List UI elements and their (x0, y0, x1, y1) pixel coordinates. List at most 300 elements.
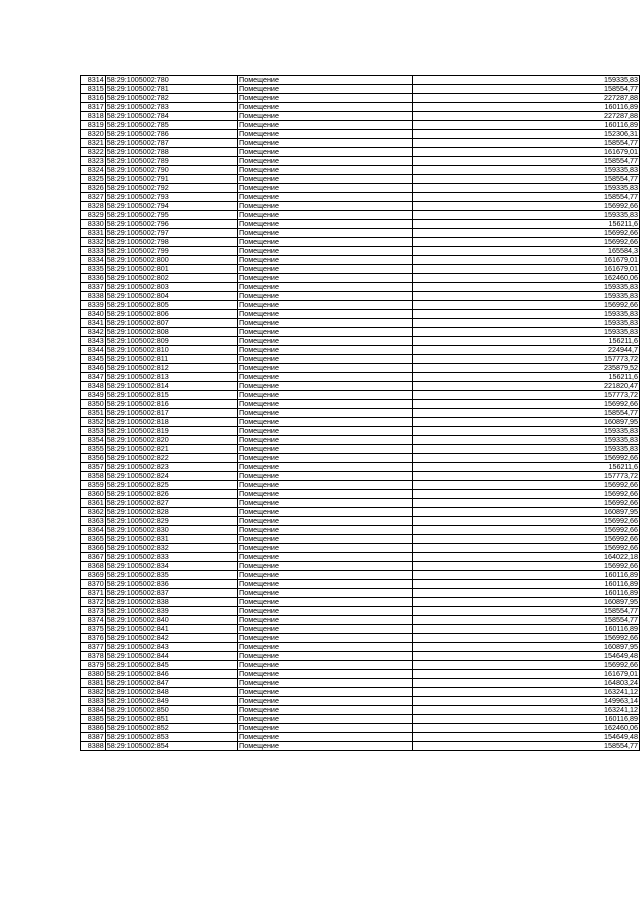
table-row (81, 364, 640, 373)
row-number-cell: 8345 (81, 355, 106, 364)
table-body (81, 76, 640, 751)
table-row (81, 337, 640, 346)
row-number-cell: 8370 (81, 580, 106, 589)
object-type-cell: Помещение (238, 526, 413, 535)
table-row (81, 499, 640, 508)
row-number-cell: 8359 (81, 481, 106, 490)
cadastral-value-cell: 159335,83 (412, 328, 639, 337)
object-type-cell: Помещение (238, 562, 413, 571)
object-type-cell: Помещение (238, 544, 413, 553)
row-number-cell: 8380 (81, 670, 106, 679)
cadastral-number-cell: 58:29:1005002:836 (105, 580, 237, 589)
table-row (81, 580, 640, 589)
cadastral-number-cell: 58:29:1005002:804 (105, 292, 237, 301)
cadastral-value-cell: 156992,66 (412, 454, 639, 463)
cadastral-number-cell: 58:29:1005002:831 (105, 535, 237, 544)
object-type-cell: Помещение (238, 634, 413, 643)
cadastral-value-cell: 159335,83 (412, 436, 639, 445)
table-row (81, 292, 640, 301)
cadastral-value-cell: 221820,47 (412, 382, 639, 391)
object-type-cell: Помещение (238, 652, 413, 661)
cadastral-value-cell: 158554,77 (412, 175, 639, 184)
table-row (81, 283, 640, 292)
row-number-cell: 8374 (81, 616, 106, 625)
cadastral-value-cell: 160116,89 (412, 589, 639, 598)
cadastral-value-cell: 156992,66 (412, 238, 639, 247)
row-number-cell: 8334 (81, 256, 106, 265)
row-number-cell: 8337 (81, 283, 106, 292)
row-number-cell: 8371 (81, 589, 106, 598)
object-type-cell: Помещение (238, 697, 413, 706)
table-row (81, 526, 640, 535)
object-type-cell: Помещение (238, 571, 413, 580)
cadastral-value-cell: 160116,89 (412, 121, 639, 130)
cadastral-number-cell: 58:29:1005002:805 (105, 301, 237, 310)
object-type-cell: Помещение (238, 103, 413, 112)
table-row (81, 103, 640, 112)
row-number-cell: 8368 (81, 562, 106, 571)
row-number-cell: 8376 (81, 634, 106, 643)
row-number-cell: 8377 (81, 643, 106, 652)
cadastral-value-cell: 158554,77 (412, 616, 639, 625)
table-row (81, 346, 640, 355)
table-row (81, 517, 640, 526)
cadastral-value-cell: 156992,66 (412, 229, 639, 238)
row-number-cell: 8343 (81, 337, 106, 346)
cadastral-value-cell: 158554,77 (412, 157, 639, 166)
table-row (81, 445, 640, 454)
object-type-cell: Помещение (238, 400, 413, 409)
object-type-cell: Помещение (238, 391, 413, 400)
object-type-cell: Помещение (238, 490, 413, 499)
object-type-cell: Помещение (238, 157, 413, 166)
object-type-cell: Помещение (238, 148, 413, 157)
cadastral-value-cell: 164022,18 (412, 553, 639, 562)
object-type-cell: Помещение (238, 283, 413, 292)
row-number-cell: 8340 (81, 310, 106, 319)
row-number-cell: 8365 (81, 535, 106, 544)
table-row (81, 382, 640, 391)
row-number-cell: 8387 (81, 733, 106, 742)
table-row (81, 607, 640, 616)
object-type-cell: Помещение (238, 535, 413, 544)
table-row (81, 301, 640, 310)
cadastral-value-cell: 162460,06 (412, 724, 639, 733)
cadastral-value-cell: 156992,66 (412, 562, 639, 571)
row-number-cell: 8316 (81, 94, 106, 103)
object-type-cell: Помещение (238, 319, 413, 328)
cadastral-number-cell: 58:29:1005002:782 (105, 94, 237, 103)
object-type-cell: Помещение (238, 481, 413, 490)
object-type-cell: Помещение (238, 733, 413, 742)
table-row (81, 553, 640, 562)
cadastral-value-cell: 157773,72 (412, 472, 639, 481)
table-row (81, 355, 640, 364)
row-number-cell: 8335 (81, 265, 106, 274)
cadastral-number-cell: 58:29:1005002:802 (105, 274, 237, 283)
row-number-cell: 8338 (81, 292, 106, 301)
row-number-cell: 8356 (81, 454, 106, 463)
row-number-cell: 8369 (81, 571, 106, 580)
object-type-cell: Помещение (238, 427, 413, 436)
object-type-cell: Помещение (238, 499, 413, 508)
row-number-cell: 8333 (81, 247, 106, 256)
object-type-cell: Помещение (238, 706, 413, 715)
object-type-cell: Помещение (238, 220, 413, 229)
cadastral-value-cell: 159335,83 (412, 427, 639, 436)
table-row (81, 418, 640, 427)
cadastral-number-cell: 58:29:1005002:845 (105, 661, 237, 670)
object-type-cell: Помещение (238, 445, 413, 454)
object-type-cell: Помещение (238, 256, 413, 265)
cadastral-number-cell: 58:29:1005002:800 (105, 256, 237, 265)
row-number-cell: 8351 (81, 409, 106, 418)
row-number-cell: 8323 (81, 157, 106, 166)
row-number-cell: 8328 (81, 202, 106, 211)
cadastral-number-cell: 58:29:1005002:829 (105, 517, 237, 526)
cadastral-value-cell: 161679,01 (412, 670, 639, 679)
cadastral-value-cell: 156992,66 (412, 490, 639, 499)
cadastral-value-cell: 159335,83 (412, 211, 639, 220)
cadastral-number-cell: 58:29:1005002:803 (105, 283, 237, 292)
cadastral-value-cell: 160116,89 (412, 571, 639, 580)
cadastral-value-cell: 160116,89 (412, 625, 639, 634)
table-row (81, 643, 640, 652)
table-row (81, 652, 640, 661)
object-type-cell: Помещение (238, 193, 413, 202)
table-row (81, 229, 640, 238)
table-row (81, 94, 640, 103)
cadastral-value-cell: 159335,83 (412, 283, 639, 292)
cadastral-value-cell: 156992,66 (412, 400, 639, 409)
row-number-cell: 8344 (81, 346, 106, 355)
cadastral-number-cell: 58:29:1005002:821 (105, 445, 237, 454)
cadastral-number-cell: 58:29:1005002:824 (105, 472, 237, 481)
table-row (81, 310, 640, 319)
cadastral-number-cell: 58:29:1005002:801 (105, 265, 237, 274)
object-type-cell: Помещение (238, 580, 413, 589)
row-number-cell: 8349 (81, 391, 106, 400)
cadastral-number-cell: 58:29:1005002:792 (105, 184, 237, 193)
object-type-cell: Помещение (238, 508, 413, 517)
table-row (81, 184, 640, 193)
cadastral-value-cell: 156211,6 (412, 337, 639, 346)
cadastral-value-cell: 156992,66 (412, 544, 639, 553)
cadastral-number-cell: 58:29:1005002:834 (105, 562, 237, 571)
cadastral-value-cell: 158554,77 (412, 742, 639, 751)
object-type-cell: Помещение (238, 184, 413, 193)
object-type-cell: Помещение (238, 202, 413, 211)
row-number-cell: 8361 (81, 499, 106, 508)
table-row (81, 481, 640, 490)
table-row (81, 472, 640, 481)
cadastral-value-cell: 157773,72 (412, 355, 639, 364)
cadastral-number-cell: 58:29:1005002:838 (105, 598, 237, 607)
cadastral-value-cell: 156992,66 (412, 499, 639, 508)
object-type-cell: Помещение (238, 121, 413, 130)
cadastral-value-cell: 158554,77 (412, 139, 639, 148)
cadastral-number-cell: 58:29:1005002:798 (105, 238, 237, 247)
cadastral-value-cell: 156992,66 (412, 535, 639, 544)
row-number-cell: 8355 (81, 445, 106, 454)
table-row (81, 706, 640, 715)
object-type-cell: Помещение (238, 337, 413, 346)
cadastral-number-cell: 58:29:1005002:827 (105, 499, 237, 508)
row-number-cell: 8321 (81, 139, 106, 148)
object-type-cell: Помещение (238, 238, 413, 247)
object-type-cell: Помещение (238, 247, 413, 256)
cadastral-value-cell: 159335,83 (412, 292, 639, 301)
table-row (81, 256, 640, 265)
table-row (81, 130, 640, 139)
row-number-cell: 8342 (81, 328, 106, 337)
cadastral-number-cell: 58:29:1005002:816 (105, 400, 237, 409)
table-row (81, 598, 640, 607)
object-type-cell: Помещение (238, 355, 413, 364)
row-number-cell: 8324 (81, 166, 106, 175)
object-type-cell: Помещение (238, 166, 413, 175)
table-row (81, 535, 640, 544)
cadastral-number-cell: 58:29:1005002:806 (105, 310, 237, 319)
row-number-cell: 8326 (81, 184, 106, 193)
object-type-cell: Помещение (238, 265, 413, 274)
cadastral-number-cell: 58:29:1005002:797 (105, 229, 237, 238)
object-type-cell: Помещение (238, 724, 413, 733)
cadastral-value-cell: 227287,88 (412, 112, 639, 121)
table-row (81, 589, 640, 598)
cadastral-value-cell: 161679,01 (412, 148, 639, 157)
table-row (81, 391, 640, 400)
table-row (81, 454, 640, 463)
table-row (81, 625, 640, 634)
table-row (81, 328, 640, 337)
cadastral-value-cell: 154649,48 (412, 652, 639, 661)
cadastral-number-cell: 58:29:1005002:851 (105, 715, 237, 724)
row-number-cell: 8358 (81, 472, 106, 481)
object-type-cell: Помещение (238, 85, 413, 94)
table-row (81, 661, 640, 670)
row-number-cell: 8353 (81, 427, 106, 436)
table-row (81, 490, 640, 499)
table-row (81, 193, 640, 202)
object-type-cell: Помещение (238, 517, 413, 526)
cadastral-value-cell: 156992,66 (412, 301, 639, 310)
table-row (81, 112, 640, 121)
table-row (81, 238, 640, 247)
table-row (81, 274, 640, 283)
cadastral-value-cell: 156992,66 (412, 526, 639, 535)
object-type-cell: Помещение (238, 130, 413, 139)
object-type-cell: Помещение (238, 310, 413, 319)
row-number-cell: 8329 (81, 211, 106, 220)
table-row (81, 544, 640, 553)
cadastral-number-cell: 58:29:1005002:843 (105, 643, 237, 652)
table-row (81, 157, 640, 166)
object-type-cell: Помещение (238, 112, 413, 121)
object-type-cell: Помещение (238, 373, 413, 382)
row-number-cell: 8327 (81, 193, 106, 202)
object-type-cell: Помещение (238, 454, 413, 463)
table-row (81, 211, 640, 220)
cadastral-number-cell: 58:29:1005002:819 (105, 427, 237, 436)
cadastral-number-cell: 58:29:1005002:788 (105, 148, 237, 157)
table-row (81, 409, 640, 418)
cadastral-number-cell: 58:29:1005002:796 (105, 220, 237, 229)
object-type-cell: Помещение (238, 472, 413, 481)
cadastral-value-cell: 156992,66 (412, 634, 639, 643)
object-type-cell: Помещение (238, 211, 413, 220)
table-row (81, 247, 640, 256)
object-type-cell: Помещение (238, 301, 413, 310)
cadastral-number-cell: 58:29:1005002:814 (105, 382, 237, 391)
table-row (81, 400, 640, 409)
cadastral-number-cell: 58:29:1005002:832 (105, 544, 237, 553)
object-type-cell: Помещение (238, 346, 413, 355)
table-row (81, 679, 640, 688)
cadastral-number-cell: 58:29:1005002:850 (105, 706, 237, 715)
cadastral-number-cell: 58:29:1005002:848 (105, 688, 237, 697)
cadastral-value-cell: 156992,66 (412, 661, 639, 670)
table-row (81, 715, 640, 724)
cadastral-value-cell: 156211,6 (412, 220, 639, 229)
object-type-cell: Помещение (238, 436, 413, 445)
cadastral-number-cell: 58:29:1005002:825 (105, 481, 237, 490)
cadastral-number-cell: 58:29:1005002:840 (105, 616, 237, 625)
cadastral-number-cell: 58:29:1005002:830 (105, 526, 237, 535)
row-number-cell: 8318 (81, 112, 106, 121)
row-number-cell: 8364 (81, 526, 106, 535)
cadastral-value-cell: 159335,83 (412, 166, 639, 175)
object-type-cell: Помещение (238, 553, 413, 562)
cadastral-value-cell: 156992,66 (412, 481, 639, 490)
table-row (81, 220, 640, 229)
cadastral-value-cell: 160897,95 (412, 418, 639, 427)
row-number-cell: 8373 (81, 607, 106, 616)
row-number-cell: 8378 (81, 652, 106, 661)
object-type-cell: Помещение (238, 229, 413, 238)
row-number-cell: 8375 (81, 625, 106, 634)
cadastral-number-cell: 58:29:1005002:847 (105, 679, 237, 688)
object-type-cell: Помещение (238, 292, 413, 301)
cadastral-value-cell: 149963,14 (412, 697, 639, 706)
row-number-cell: 8347 (81, 373, 106, 382)
row-number-cell: 8325 (81, 175, 106, 184)
cadastral-value-cell: 163241,12 (412, 688, 639, 697)
cadastral-value-cell: 152306,31 (412, 130, 639, 139)
cadastral-number-cell: 58:29:1005002:818 (105, 418, 237, 427)
cadastral-number-cell: 58:29:1005002:794 (105, 202, 237, 211)
cadastral-number-cell: 58:29:1005002:790 (105, 166, 237, 175)
cadastral-value-cell: 163241,12 (412, 706, 639, 715)
row-number-cell: 8317 (81, 103, 106, 112)
cadastral-number-cell: 58:29:1005002:793 (105, 193, 237, 202)
cadastral-value-cell: 159335,83 (412, 76, 639, 85)
cadastral-value-cell: 164803,24 (412, 679, 639, 688)
table-row (81, 724, 640, 733)
object-type-cell: Помещение (238, 76, 413, 85)
object-type-cell: Помещение (238, 463, 413, 472)
table-row (81, 427, 640, 436)
cadastral-number-cell: 58:29:1005002:786 (105, 130, 237, 139)
table-row (81, 373, 640, 382)
cadastral-number-cell: 58:29:1005002:835 (105, 571, 237, 580)
cadastral-value-cell: 158554,77 (412, 85, 639, 94)
object-type-cell: Помещение (238, 274, 413, 283)
cadastral-number-cell: 58:29:1005002:781 (105, 85, 237, 94)
row-number-cell: 8336 (81, 274, 106, 283)
row-number-cell: 8363 (81, 517, 106, 526)
cadastral-number-cell: 58:29:1005002:820 (105, 436, 237, 445)
cadastral-value-cell: 160897,95 (412, 598, 639, 607)
cadastral-number-cell: 58:29:1005002:780 (105, 76, 237, 85)
cadastral-value-cell: 160116,89 (412, 103, 639, 112)
cadastral-number-cell: 58:29:1005002:817 (105, 409, 237, 418)
cadastral-number-cell: 58:29:1005002:815 (105, 391, 237, 400)
row-number-cell: 8322 (81, 148, 106, 157)
cadastral-number-cell: 58:29:1005002:809 (105, 337, 237, 346)
cadastral-value-cell: 224944,7 (412, 346, 639, 355)
row-number-cell: 8382 (81, 688, 106, 697)
cadastral-value-cell: 156211,6 (412, 373, 639, 382)
cadastral-number-cell: 58:29:1005002:799 (105, 247, 237, 256)
object-type-cell: Помещение (238, 418, 413, 427)
row-number-cell: 8320 (81, 130, 106, 139)
cadastral-value-cell: 156211,6 (412, 463, 639, 472)
cadastral-value-cell: 235879,52 (412, 364, 639, 373)
table-row (81, 697, 640, 706)
table-row (81, 76, 640, 85)
cadastral-number-cell: 58:29:1005002:823 (105, 463, 237, 472)
table-row (81, 463, 640, 472)
object-type-cell: Помещение (238, 679, 413, 688)
object-type-cell: Помещение (238, 409, 413, 418)
row-number-cell: 8360 (81, 490, 106, 499)
cadastral-number-cell: 58:29:1005002:787 (105, 139, 237, 148)
cadastral-number-cell: 58:29:1005002:854 (105, 742, 237, 751)
cadastral-number-cell: 58:29:1005002:812 (105, 364, 237, 373)
cadastral-value-cell: 158554,77 (412, 607, 639, 616)
row-number-cell: 8341 (81, 319, 106, 328)
row-number-cell: 8386 (81, 724, 106, 733)
table-row (81, 508, 640, 517)
row-number-cell: 8372 (81, 598, 106, 607)
row-number-cell: 8332 (81, 238, 106, 247)
cadastral-number-cell: 58:29:1005002:853 (105, 733, 237, 742)
cadastral-number-cell: 58:29:1005002:822 (105, 454, 237, 463)
cadastral-number-cell: 58:29:1005002:828 (105, 508, 237, 517)
row-number-cell: 8354 (81, 436, 106, 445)
row-number-cell: 8352 (81, 418, 106, 427)
row-number-cell: 8319 (81, 121, 106, 130)
row-number-cell: 8379 (81, 661, 106, 670)
object-type-cell: Помещение (238, 661, 413, 670)
table-row (81, 202, 640, 211)
row-number-cell: 8315 (81, 85, 106, 94)
table-row (81, 562, 640, 571)
object-type-cell: Помещение (238, 616, 413, 625)
cadastral-value-cell: 160897,95 (412, 508, 639, 517)
cadastral-value-cell: 156992,66 (412, 517, 639, 526)
cadastral-value-cell: 158554,77 (412, 409, 639, 418)
row-number-cell: 8330 (81, 220, 106, 229)
row-number-cell: 8339 (81, 301, 106, 310)
object-type-cell: Помещение (238, 589, 413, 598)
row-number-cell: 8384 (81, 706, 106, 715)
row-number-cell: 8383 (81, 697, 106, 706)
cadastral-number-cell: 58:29:1005002:833 (105, 553, 237, 562)
cadastral-number-cell: 58:29:1005002:808 (105, 328, 237, 337)
cadastral-value-cell: 160897,95 (412, 643, 639, 652)
